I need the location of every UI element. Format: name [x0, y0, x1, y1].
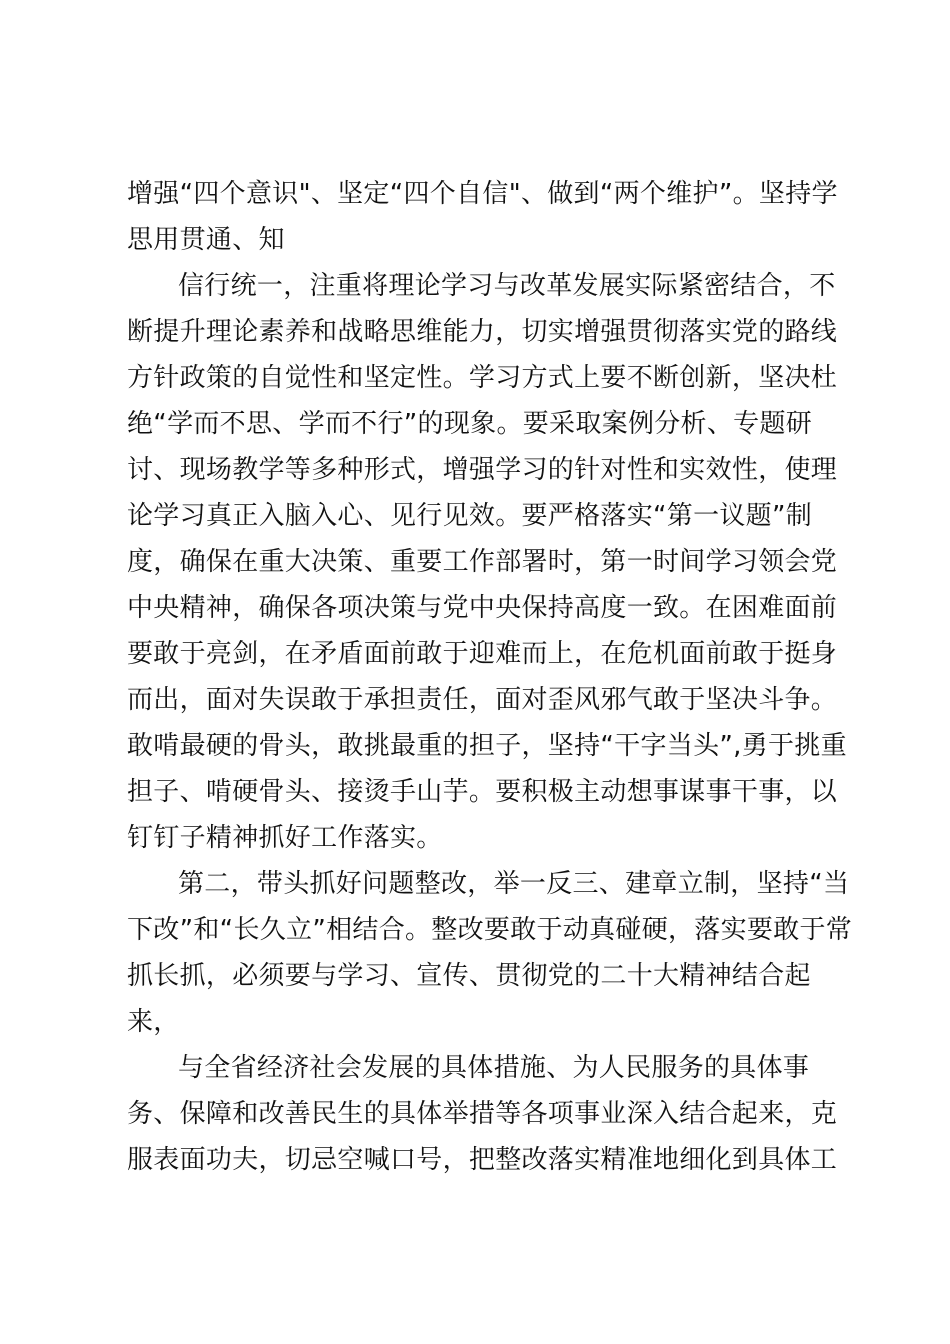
text-line: 钉钉子精神抓好工作落实。 [127, 823, 443, 853]
text-line: 务、保障和改善民生的具体举措等各项事业深入结合起来，克 [127, 1099, 838, 1129]
text-line: 讨、现场教学等多种形式，增强学习的针对性和实效性，使理 [127, 455, 838, 485]
text-line: 方针政策的自觉性和坚定性。学习方式上要不断创新，坚决杜 [127, 363, 838, 393]
text-line: 论学习真正入脑入心、见行见效。要严格落实“第一议题”制 [127, 501, 813, 531]
text-line: 下改”和“长久立”相结合。整改要敢于动真碰硬，落实要敢于常 [127, 915, 853, 945]
text-line: 担子、啃硬骨头、接烫手山芋。要积极主动想事谋事干事，以 [127, 777, 838, 807]
text-line: 中央精神，确保各项决策与党中央保持高度一致。在困难面前 [127, 593, 838, 623]
paragraph-start-line: 信行统一，注重将理论学习与改革发展实际紧密结合，不 [178, 271, 836, 301]
paragraph-start-line: 与全省经济社会发展的具体措施、为人民服务的具体事 [178, 1053, 810, 1083]
text-line: 要敢于亮剑，在矛盾面前敢于迎难而上，在危机面前敢于挺身 [127, 639, 838, 669]
text-line: 增强“四个意识"、坚定“四个自信"、做到“两个维护”。坚持学 [127, 179, 838, 209]
text-line: 抓长抓，必须要与学习、宣传、贯彻党的二十大精神结合起 [127, 961, 811, 991]
text-line: 思用贯通、知 [127, 225, 285, 255]
text-line: 敢啃最硬的骨头，敢挑最重的担子，坚持“干字当头”,勇于挑重 [127, 731, 847, 761]
text-line: 度，确保在重大决策、重要工作部署时，第一时间学习领会党 [127, 547, 838, 577]
text-line: 服表面功夫，切忌空喊口号，把整改落实精准地细化到具体工 [127, 1145, 838, 1175]
text-line: 断提升理论素养和战略思维能力，切实增强贯彻落实党的路线 [127, 317, 838, 347]
paragraph-start-line: 第二，带头抓好问题整改，举一反三、建章立制，坚持“当 [178, 869, 850, 899]
text-line: 而出，面对失误敢于承担责任，面对歪风邪气敢于坚决斗争。 [127, 685, 838, 715]
text-line: 来， [127, 1007, 180, 1037]
text-line: 绝“学而不思、学而不行”的现象。要采取案例分析、专题研 [127, 409, 813, 439]
